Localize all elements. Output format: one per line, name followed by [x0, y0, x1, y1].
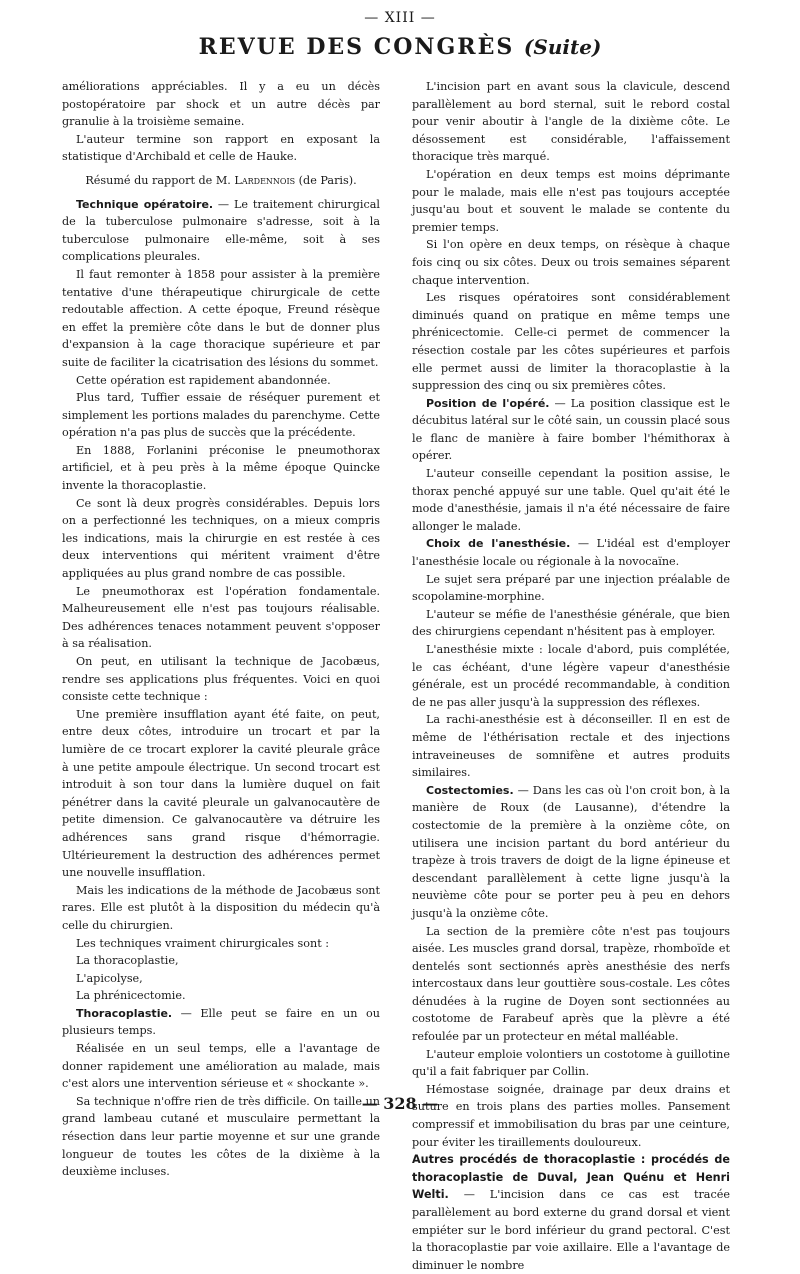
section-heading: Autres procédés de thoracoplastie : procédés de thoracoplastie de Duval, Jean Quénu et Henri Welti. [412, 1153, 730, 1202]
paragraph: Sa technique n'offre rien de très difficile. On taille un grand lambeau cutané et musculaire permettant la résection dans leur partie moyenne et sur une grande longueur de toutes les côtes de la dixième à la deuxième incluses. [62, 1094, 380, 1179]
paragraph: L'anesthésie mixte : locale d'abord, puis complétée, le cas échéant, d'une légère vapeur d'anesthésie générale, est un procédé recommandable, à condition de ne pas aller jusqu'à la suppression des réflexes. [412, 643, 730, 709]
paragraph: La rachi-anesthésie est à déconseiller. Il en est de même de l'éthérisation rectale et des injections intraveineuses de somnifène et autres produits similaires. [412, 713, 730, 780]
paragraph: Il faut remonter à 1858 pour assister à la première tentative d'une thérapeutique chirurgicale de cette redoutable affection. A cette époque, Freund résèque en effet la première côte dans le but de donner plus d'expansion à la cage thoracique supérieure et par suite de faciliter la cicatrisation des lésions du sommet. [62, 267, 380, 369]
list-item: La thoracoplastie, [76, 954, 179, 968]
journal-title: REVUE DES CONGRÈS [198, 34, 515, 60]
paragraph: En 1888, Forlanini préconise le pneumothorax artificiel, et à peu près à la même époque Quincke invente la thoracoplastie. [62, 443, 380, 493]
page-number: — 328 — [361, 1094, 439, 1113]
paragraph: L'opération en deux temps est moins déprimante pour le malade, mais elle n'est pas toujours acceptée jusqu'au bout et souvent le malade se contente du premier temps. [412, 167, 730, 234]
left-column [62, 78, 380, 1181]
page-header [0, 34, 800, 60]
paragraph: L'incision part en avant sous la clavicule, descend parallèlement au bord sternal, suit le rebord costal pour venir aboutir à l'angle de la dixième côte. Le désossement est considérable, l'affaissement thoracique très marqué. [412, 80, 730, 164]
paragraph: améliorations appréciables. Il y a eu un décès postopératoire par shock et un autre décès par granulie à la troisième semaine. [62, 80, 380, 129]
paragraph: Autres procédés de thoracoplastie : procédés de thoracoplastie de Duval, Jean Quénu et Henri Welti. — L'incision dans ce cas est tracée parallèlement au bord externe du grand dorsal et vient empiéter sur le bord inférieur du grand pectoral. C'est la thoracoplastie par voie axillaire. Elle a l'avantage de diminuer le nombre [412, 1153, 730, 1272]
list-item: L'apicolyse, [76, 971, 143, 985]
paragraph: Réalisée en un seul temps, elle a l'avantage de donner rapidement une amélioration au malade, mais c'est alors une intervention sérieuse et « shockante ». [62, 1042, 380, 1091]
paragraph: Choix de l'anesthésie. — L'idéal est d'employer l'anesthésie locale ou régionale à la novocaïne. [412, 537, 730, 569]
paragraph: L'auteur conseille cependant la position assise, le thorax penché appuyé sur une table. Quel qu'ait été le mode d'anesthésie, jamais il n'a été nécessaire de faire allonger le malade. [412, 467, 730, 533]
paragraph: Le pneumothorax est l'opération fondamentale. Malheureusement elle n'est pas toujours réalisable. Des adhérences tenaces notamment peuvent s'opposer à sa réalisation. [62, 584, 380, 651]
paragraph: On peut, en utilisant la technique de Jacobæus, rendre ses applications plus fréquentes. Voici en quoi consiste cette technique : [62, 655, 380, 704]
paragraph: Une première insufflation ayant été faite, on peut, entre deux côtes, introduire un trocart et par la lumière de ce trocart explorer la cavité pleurale grâce à une petite ampoule électrique. Un second trocart est introduit à son tour dans la lumière duquel on fait pénétrer dans la cavité pleurale un galvanocautère de petite dimension. Ce galvanocautère va détruire les adhérences sans grand risque d'hémorragie. Ultérieurement la destruction des adhérences permet une nouvelle insufflation. [62, 707, 380, 880]
paragraph: Mais les indications de la méthode de Jacobæus sont rares. Elle est plutôt à la disposition du médecin qu'à celle du chirurgien. [62, 883, 380, 932]
paragraph: La section de la première côte n'est pas toujours aisée. Les muscles grand dorsal, trapèze, rhomboïde et dentelés sont sectionnés après anesthésie des nerfs intercostaux dans leur gouttière sous-costale. Les côtes dénudées à la rugine de Doyen sont sectionnées au costotome de Farabeuf après que la plèvre a été refoulée par un protecteur en métal malléable. [412, 924, 730, 1044]
section-heading: Position de l'opéré. [426, 396, 550, 410]
paragraph: Position de l'opéré. — La position classique est le décubitus latéral sur le côté sain, un coussin placé sous le flanc de manière à faire bomber l'hémithorax à opérer. [412, 396, 730, 463]
technique-list [62, 952, 380, 1005]
list-item: La phrénicectomie. [76, 989, 186, 1003]
paragraph: L'auteur se méfie de l'anesthésie générale, que bien des chirurgiens cependant n'hésitent pas à employer. [412, 607, 730, 639]
paragraph: Costectomies. — Dans les cas où l'on croit bon, à la manière de Roux (de Lausanne), d'étendre la costectomie de la première à la onzième côte, on utilisera une incision partant du bord antérieur du trapèze à trois travers de doigt de la ligne épineuse et descendant parallèlement à cette ligne jusqu'à la neuvième côte pour se porter peu à peu en dehors jusqu'à la onzième côte. [412, 783, 730, 920]
paragraph: Les risques opératoires sont considérablement diminués quand on pratique en même temps une phrénicectomie. Celle-ci permet de commencer la résection costale par les côtes supérieures et parfois elle permet aussi de limiter la thoracoplastie à la suppression des cinq ou six premières côtes. [412, 291, 730, 393]
section-heading: Costectomies. [426, 783, 514, 797]
paragraph: Hémostase soignée, drainage par deux drains et suture en trois plans des parties molles. Pansement compressif et immobilisation du bras par une ceinture, pour éviter les tiraillements douloureux. [412, 1082, 730, 1149]
paragraph: Le sujet sera préparé par une injection préalable de scopolamine-morphine. [412, 572, 730, 604]
paragraph: L'auteur emploie volontiers un costotome à guillotine qu'il a fait fabriquer par Collin. [412, 1047, 730, 1079]
header-suite: (Suite) [523, 35, 602, 59]
paragraph: Thoracoplastie. — Elle peut se faire en un ou plusieurs temps. [62, 1006, 380, 1038]
paragraph: Si l'on opère en deux temps, on résèque à chaque fois cinq ou six côtes. Deux ou trois semaines séparent chaque intervention. [412, 238, 730, 287]
resume-line: Résumé du rapport de M. Lardennois (de Paris). [85, 173, 357, 187]
paragraph: Technique opératoire. — Le traitement chirurgical de la tuberculose pulmonaire s'adresse, soit à la tuberculose pulmonaire elle-même, soit à ses complications pleurales. [62, 197, 380, 264]
section-heading: Technique opératoire. [76, 197, 214, 211]
section-heading: Choix de l'anesthésie. [426, 537, 571, 551]
roman-page-number: — XIII — [364, 10, 436, 26]
paragraph: Cette opération est rapidement abandonnée. [76, 373, 331, 387]
author-name: Lardennois [234, 173, 296, 187]
paragraph: Ce sont là deux progrès considérables. Depuis lors on a perfectionné les techniques, on a mieux compris les indications, mais la chirurgie en est restée à ces deux interventions qui méritent vraiment d'être appliquées au plus grand nombre de cas possible. [62, 496, 380, 581]
paragraph: L'auteur termine son rapport en exposant la statistique d'Archibald et celle de Hauke. [62, 132, 380, 164]
paragraph: Les techniques vraiment chirurgicales sont : [76, 936, 330, 950]
section-heading: Thoracoplastie. [76, 1006, 173, 1020]
paragraph: Plus tard, Tuffier essaie de réséquer purement et simplement les portions malades du parenchyme. Cette opération n'a pas plus de succès que la précédente. [62, 391, 380, 440]
